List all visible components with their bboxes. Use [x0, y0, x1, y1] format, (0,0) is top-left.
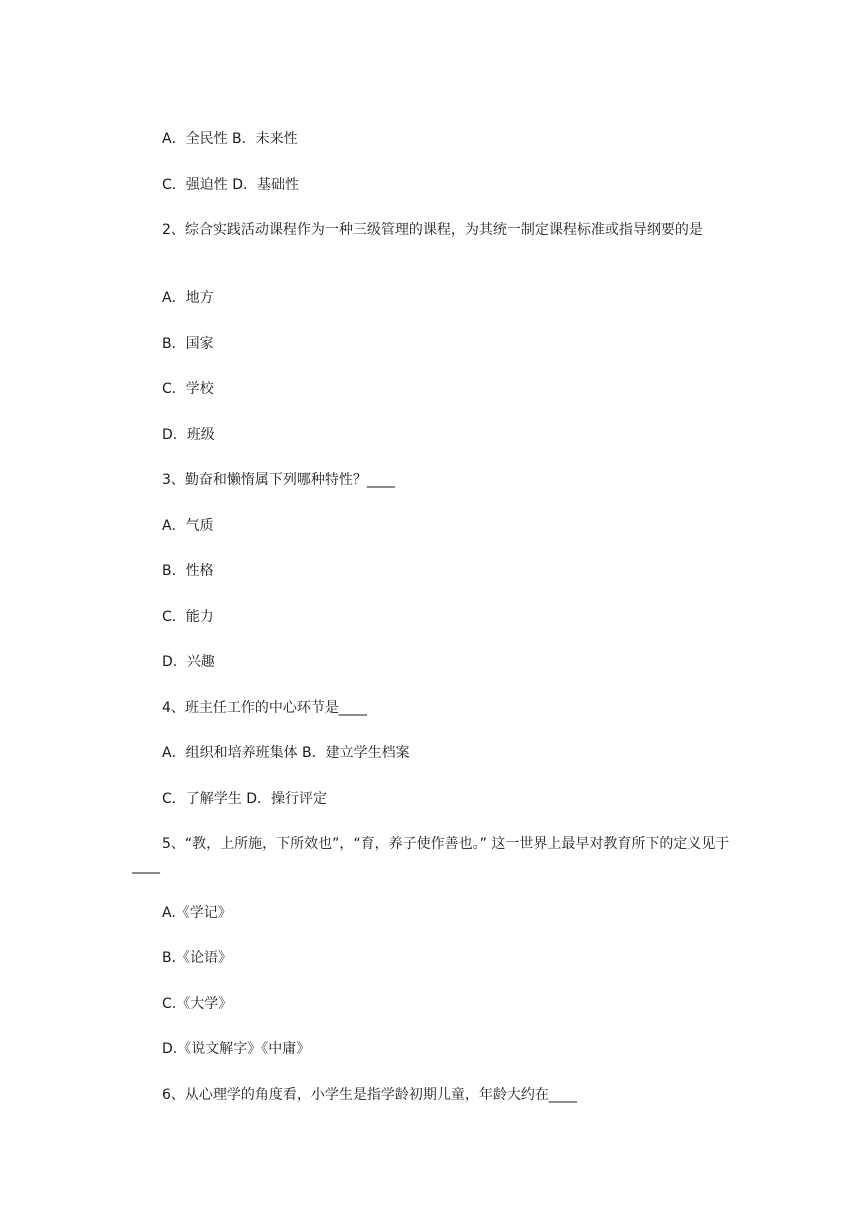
q5-option-c: C.《大学》	[162, 996, 233, 1012]
q2-option-c: C．学校	[162, 381, 214, 397]
q2-option-d: D．班级	[162, 427, 215, 443]
q3-option-b: B．性格	[162, 563, 214, 579]
q4-options-ab: A．组织和培养班集体 B．建立学生档案	[162, 745, 410, 761]
q3-option-c: C．能力	[162, 609, 214, 625]
q6-question: 6、从心理学的角度看，小学生是指学龄初期儿童，年龄大约在____	[162, 1087, 577, 1103]
q1-options-ab: A．全民性 B．未来性	[162, 131, 298, 147]
q2-question: 2、综合实践活动课程作为一种三级管理的课程，为其统一制定课程标准或指导纲要的是	[162, 222, 703, 238]
q2-option-a: A．地方	[162, 290, 214, 306]
q5-question: 5、“教，上所施，下所效也”，“育，养子使作善也。” 这一世界上最早对教育所下的定义见于____	[132, 836, 730, 874]
q1-options-cd: C．强迫性 D．基础性	[162, 177, 300, 193]
q5-option-b: B.《论语》	[162, 950, 233, 966]
q4-options-cd: C．了解学生 D．操行评定	[162, 791, 328, 807]
q4-question: 4、班主任工作的中心环节是____	[162, 700, 367, 716]
q3-option-a: A．气质	[162, 518, 214, 534]
q3-question: 3、勤奋和懒惰属下列哪种特性？____	[162, 472, 395, 488]
q5-option-a: A.《学记》	[162, 905, 232, 921]
q2-option-b: B．国家	[162, 336, 214, 352]
q3-option-d: D．兴趣	[162, 654, 215, 670]
q5-option-d: D.《说文解字》《中庸》	[162, 1041, 311, 1057]
